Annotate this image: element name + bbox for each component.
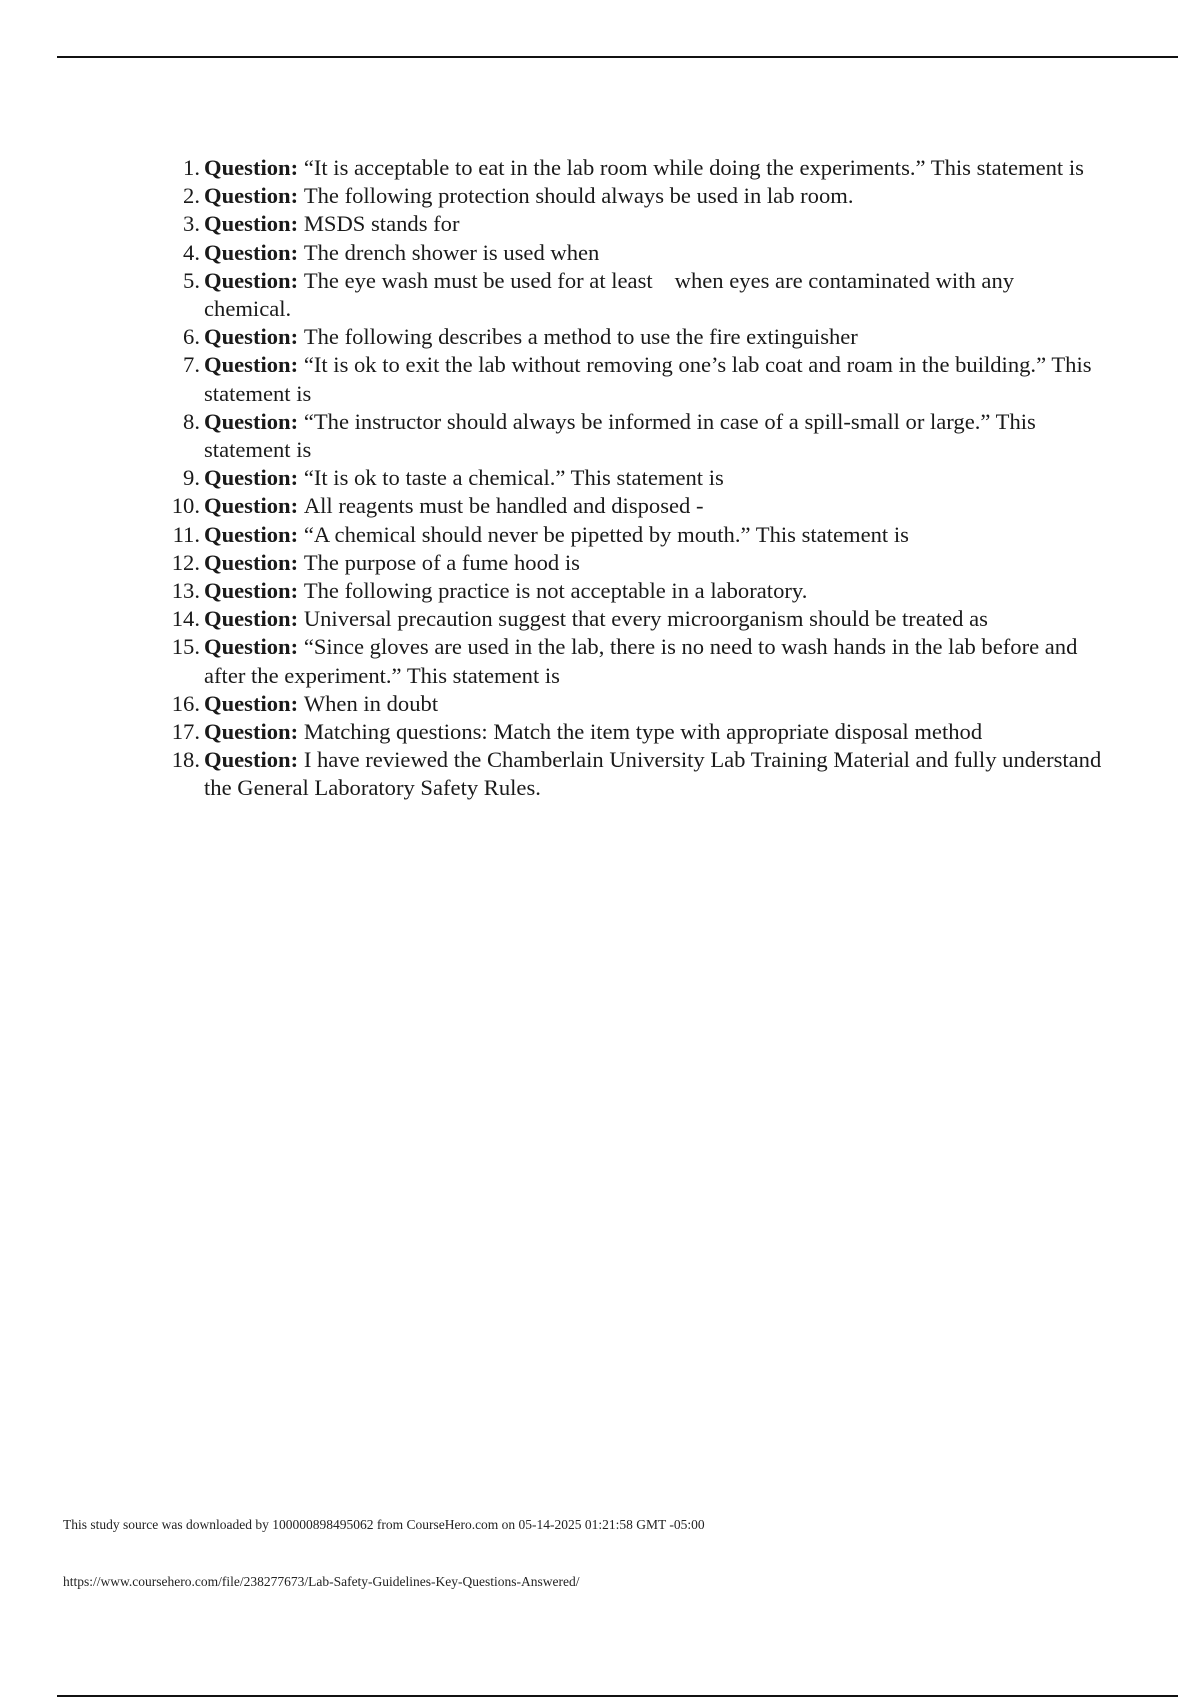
source-url: https://www.coursehero.com/file/238277673/Lab-Safety-Guidelines-Key-Questions-Answered/ [63, 1574, 580, 1589]
question-text: Matching questions: Match the item type with appropriate disposal method [303, 719, 983, 745]
question-item-16 [160, 690, 1106, 718]
question-label: Question: [204, 465, 299, 491]
question-text: MSDS stands for [303, 211, 460, 237]
question-item-11 [160, 521, 1106, 549]
question-number: 11 . [160, 521, 200, 549]
question-label: Question: [204, 747, 299, 773]
question-text: “The instructor should always be informed in case of a spill-small or large.” This statement is [204, 408, 1036, 463]
question-text: The following practice is not acceptable in a laboratory. [303, 578, 808, 604]
question-text: The following protection should always be used in lab room. [303, 183, 854, 209]
question-item-10 [160, 492, 1106, 520]
question-number: 14 . [160, 605, 200, 633]
question-item-14 [160, 605, 1106, 633]
question-number: 8 . [160, 408, 200, 436]
question-label: Question: [204, 634, 299, 660]
question-label: Question: [204, 690, 299, 716]
question-text: “It is ok to taste a chemical.” This statement is [303, 465, 724, 491]
question-number: 18 . [160, 746, 200, 774]
question-number: 1 . [160, 154, 200, 182]
question-label: Question: [204, 352, 299, 378]
download-source-notice: This study source was downloaded by 100000898495062 from CourseHero.com on 05-14-2025 01:21:58 GMT -05:00 [63, 1517, 705, 1532]
question-text: “It is ok to exit the lab without removing one’s lab coat and roam in the building.” This statement is [204, 352, 1092, 406]
question-label: Question: [204, 155, 299, 180]
question-label: Question: [204, 239, 299, 265]
question-item-9 [160, 464, 1106, 492]
question-text: “A chemical should never be pipetted by mouth.” This statement is [303, 521, 909, 547]
question-number: 3 . [160, 210, 200, 238]
question-item-2 [160, 182, 1106, 210]
question-label: Question: [204, 211, 299, 237]
question-label: Question: [204, 493, 299, 519]
question-number: 17 . [160, 718, 200, 746]
question-number: 6 . [160, 323, 200, 351]
question-text-continued: when eyes are contaminated with any chemical. [204, 267, 1015, 322]
question-item-3 [160, 210, 1106, 238]
question-number: 2 . [160, 182, 200, 210]
question-item-4 [160, 239, 1106, 267]
question-label: Question: [204, 549, 299, 575]
question-number: 9 . [160, 464, 200, 492]
question-label: Question: [204, 267, 299, 293]
question-label: Question: [204, 606, 299, 632]
question-number: 12 . [160, 549, 200, 577]
question-item-15 [160, 633, 1106, 689]
question-item-17 [160, 718, 1106, 746]
question-text: All reagents must be handled and disposed - [303, 493, 704, 519]
question-label: Question: [204, 183, 299, 209]
question-text: The purpose of a fume hood is [303, 549, 580, 575]
question-number: 5 . [160, 267, 200, 295]
question-item-18 [160, 746, 1106, 802]
question-text: “It is acceptable to eat in the lab room while doing the experiments.” This statement is [303, 155, 1084, 180]
question-number: 15 . [160, 633, 200, 661]
question-label: Question: [204, 578, 299, 604]
question-item-12 [160, 549, 1106, 577]
question-item-8 [160, 408, 1106, 464]
question-text: The eye wash must be used for at least [303, 267, 653, 293]
question-text: Universal precaution suggest that every microorganism should be treated as [303, 606, 988, 632]
question-text: I have reviewed the Chamberlain University Lab Training Material and fully understand the General Laboratory Safety Rules. [204, 747, 1102, 801]
question-number: 13 . [160, 577, 200, 605]
question-text: “Since gloves are used in the lab, there is no need to wash hands in the lab before and after the experiment.” This statement is [204, 634, 1078, 688]
question-item-6 [160, 323, 1106, 351]
question-number: 7 . [160, 351, 200, 379]
question-number: 10 . [160, 492, 200, 520]
question-text: The following describes a method to use the fire extinguisher [303, 324, 858, 350]
question-item-1 [160, 154, 1106, 182]
question-label: Question: [204, 408, 299, 434]
question-text: When in doubt [303, 690, 439, 716]
question-item-13 [160, 577, 1106, 605]
question-item-7 [160, 351, 1106, 407]
top-rule [57, 56, 1178, 58]
question-text: The drench shower is used when [303, 239, 600, 265]
bottom-rule [57, 1695, 1178, 1697]
question-number: 16 . [160, 690, 200, 718]
question-label: Question: [204, 719, 299, 745]
question-label: Question: [204, 521, 299, 547]
question-item-5 [160, 267, 1106, 323]
question-number: 4 . [160, 239, 200, 267]
question-list [160, 154, 1106, 803]
question-label: Question: [204, 324, 299, 350]
